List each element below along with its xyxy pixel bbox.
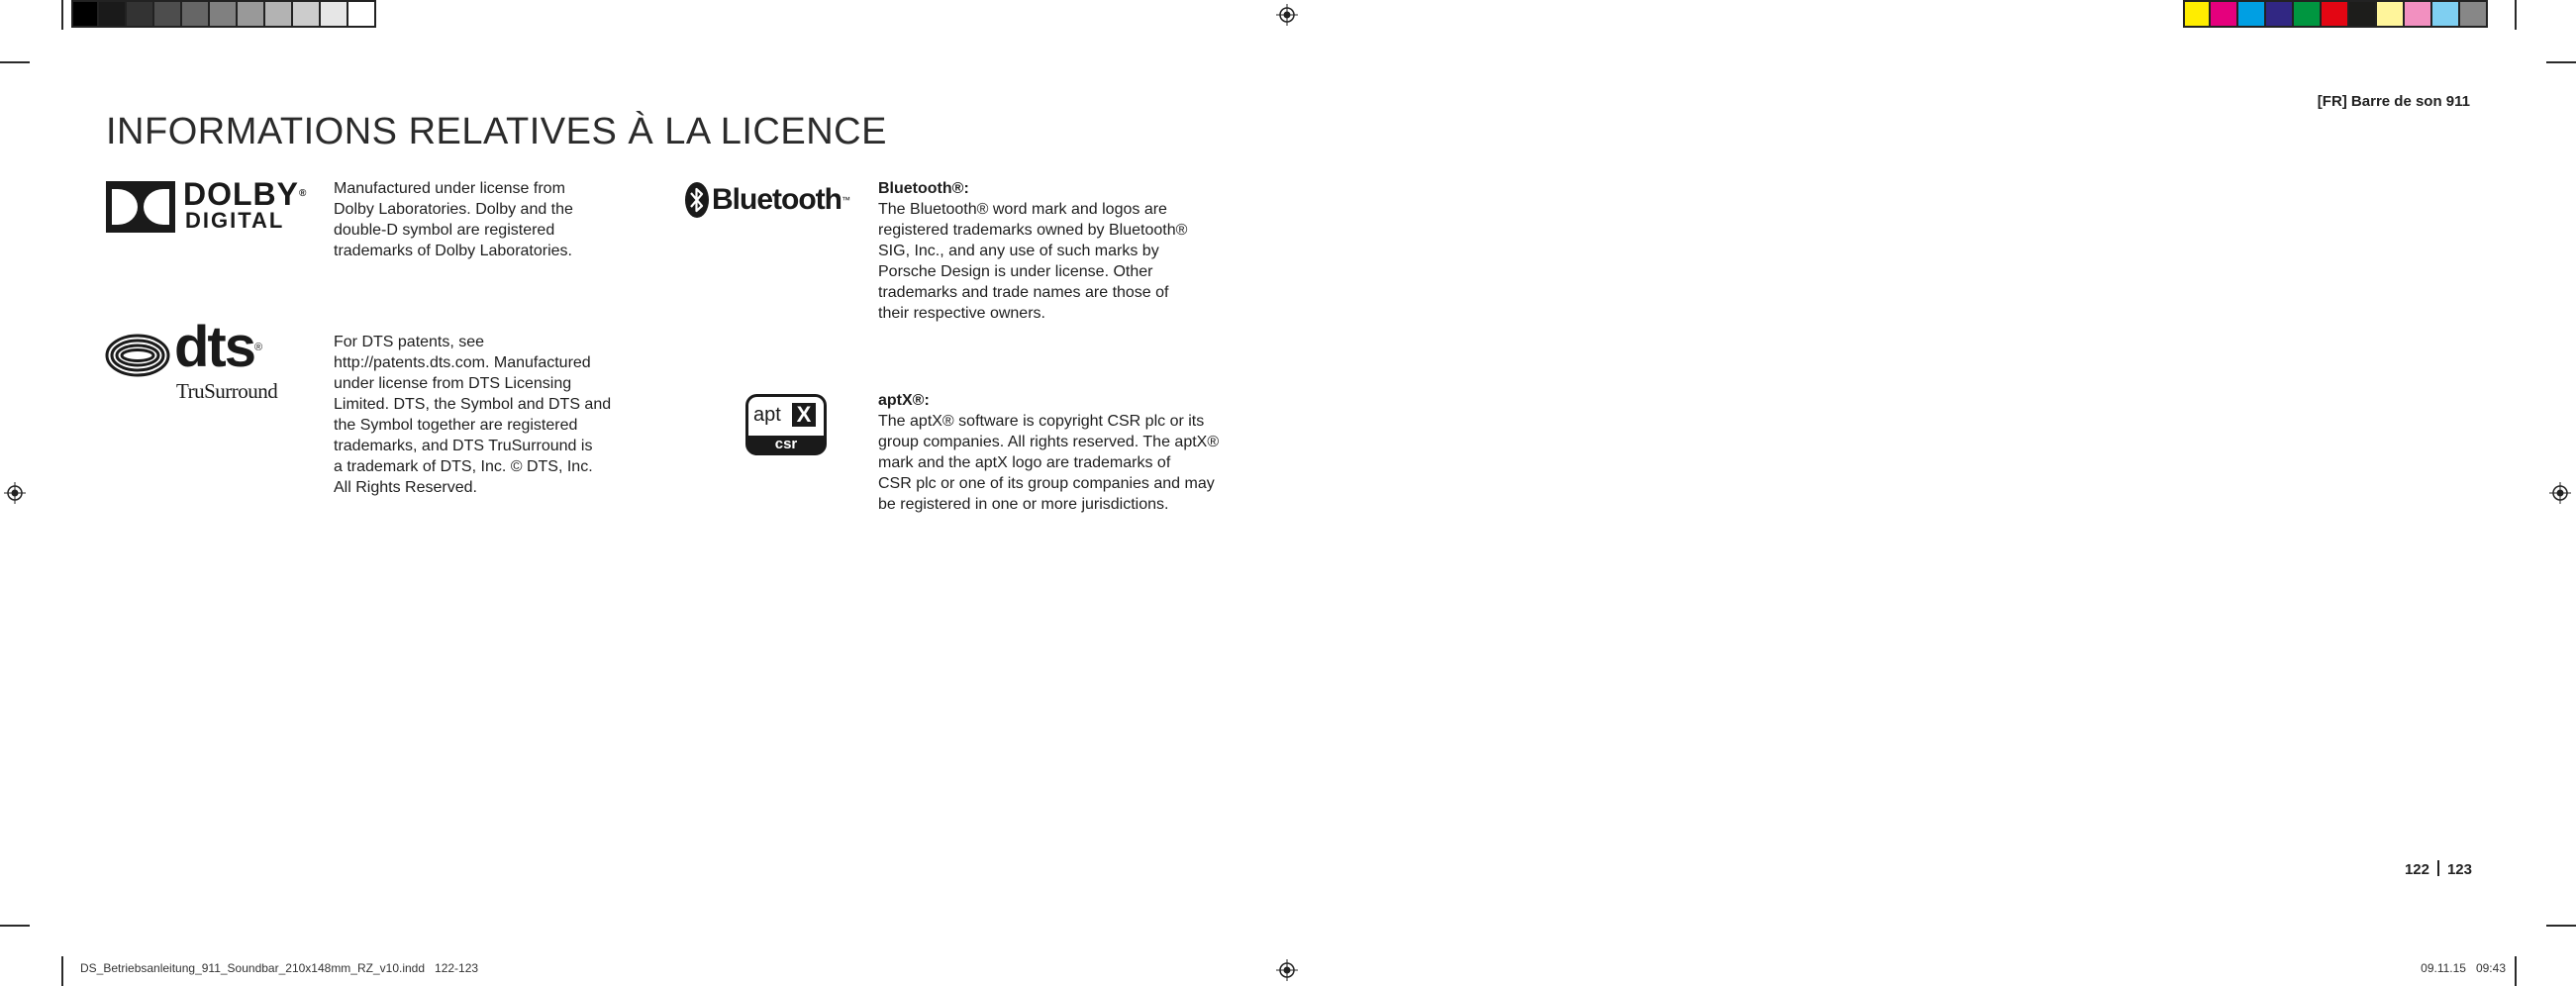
page-numbers <box>2405 860 2472 878</box>
dolby-digital-label: DIGITAL <box>185 208 285 233</box>
aptx-heading: aptX®: <box>878 392 930 409</box>
text-line: trademarks and trade names are those of <box>878 284 1169 301</box>
aptx-x-mark: X <box>796 402 812 427</box>
csr-label: csr <box>774 436 798 452</box>
color-swatch <box>2432 0 2460 28</box>
color-swatch <box>2183 0 2211 28</box>
page-number-right: 123 <box>2446 861 2472 878</box>
color-swatch <box>265 0 293 28</box>
text-line: All Rights Reserved. <box>334 479 477 496</box>
text-line: For DTS patents, see <box>334 334 485 350</box>
color-swatch <box>2211 0 2238 28</box>
crop-mark <box>61 0 63 30</box>
text-line: Limited. DTS, the Symbol and DTS and <box>334 396 612 413</box>
text-line: the Symbol together are registered <box>334 417 578 434</box>
text-line: Porsche Design is under license. Other <box>878 263 1153 280</box>
color-swatch <box>2460 0 2488 28</box>
aptx-wordmark: apt <box>753 404 781 426</box>
color-swatch <box>2294 0 2322 28</box>
color-swatch <box>238 0 265 28</box>
crop-mark <box>61 956 63 986</box>
registration-mark-icon <box>1276 959 1298 981</box>
text-line: mark and the aptX logo are trademarks of <box>878 454 1171 471</box>
footer-datetime: 09.11.15 09:43 <box>2421 961 2506 975</box>
text-line: their respective owners. <box>878 305 1045 322</box>
text-line: http://patents.dts.com. Manufactured <box>334 354 591 371</box>
footer-file-info: DS_Betriebsanleitung_911_Soundbar_210x148mm_RZ_v10.indd 122-123 <box>80 961 479 975</box>
bluetooth-license-text <box>878 178 1187 324</box>
section-label: [FR] Barre de son 911 <box>2317 93 2470 110</box>
dolby-license-text <box>334 178 573 261</box>
registration-mark-icon <box>1276 4 1298 26</box>
crop-mark <box>0 61 30 63</box>
bluetooth-wordmark: Bluetooth™ <box>712 183 849 216</box>
color-swatch <box>182 0 210 28</box>
trusurround-label: TruSurround <box>176 379 278 403</box>
color-swatch <box>2322 0 2349 28</box>
text-line: Dolby Laboratories. Dolby and the <box>334 201 573 218</box>
process-color-bar <box>2183 0 2488 30</box>
registration-mark-icon <box>2549 482 2571 504</box>
crop-mark <box>2546 925 2576 927</box>
grayscale-color-bar <box>71 0 376 30</box>
color-swatch <box>2377 0 2405 28</box>
color-swatch <box>348 0 376 28</box>
dts-wordmark: dts® <box>174 315 261 379</box>
color-swatch <box>210 0 238 28</box>
bluetooth-logo <box>685 181 849 221</box>
aptx-license-text <box>878 390 1219 515</box>
page-title: INFORMATIONS RELATIVES À LA LICENCE <box>106 111 887 152</box>
color-swatch <box>99 0 127 28</box>
text-line: The Bluetooth® word mark and logos are <box>878 201 1167 218</box>
dolby-double-d-icon <box>106 181 175 233</box>
bluetooth-heading: Bluetooth®: <box>878 180 969 197</box>
text-line: be registered in one or more jurisdictions. <box>878 496 1169 513</box>
registration-mark-icon <box>4 482 26 504</box>
text-line: registered trademarks owned by Bluetooth® <box>878 222 1188 239</box>
text-line: CSR plc or one of its group companies and may <box>878 475 1215 492</box>
aptx-csr-logo <box>745 394 827 455</box>
color-swatch <box>321 0 348 28</box>
crop-mark <box>2515 956 2517 986</box>
color-swatch <box>2238 0 2266 28</box>
text-line: The aptX® software is copyright CSR plc or its <box>878 413 1205 430</box>
page-number-left: 122 <box>2404 861 2429 878</box>
color-swatch <box>2349 0 2377 28</box>
color-swatch <box>2266 0 2294 28</box>
crop-mark <box>2515 0 2517 30</box>
text-line: a trademark of DTS, Inc. © DTS, Inc. <box>334 458 593 475</box>
dolby-digital-logo <box>106 176 308 233</box>
text-line: trademarks of Dolby Laboratories. <box>334 243 572 259</box>
page-number-divider <box>2437 860 2439 876</box>
text-line: group companies. All rights reserved. The aptX® <box>878 434 1220 450</box>
dts-license-text <box>334 332 611 498</box>
color-swatch <box>293 0 321 28</box>
bluetooth-rune-icon <box>685 182 709 218</box>
color-swatch <box>71 0 99 28</box>
text-line: under license from DTS Licensing <box>334 375 572 392</box>
text-line: trademarks, and DTS TruSurround is <box>334 438 593 454</box>
text-line: SIG, Inc., and any use of such marks by <box>878 243 1159 259</box>
text-line: double-D symbol are registered <box>334 222 555 239</box>
crop-mark <box>2546 61 2576 63</box>
color-swatch <box>2405 0 2432 28</box>
color-swatch <box>154 0 182 28</box>
dts-trusurround-logo <box>105 315 288 406</box>
dts-ring-icon <box>105 334 170 377</box>
color-swatch <box>127 0 154 28</box>
dolby-wordmark: DOLBY® <box>183 176 308 212</box>
crop-mark <box>0 925 30 927</box>
text-line: Manufactured under license from <box>334 180 565 197</box>
